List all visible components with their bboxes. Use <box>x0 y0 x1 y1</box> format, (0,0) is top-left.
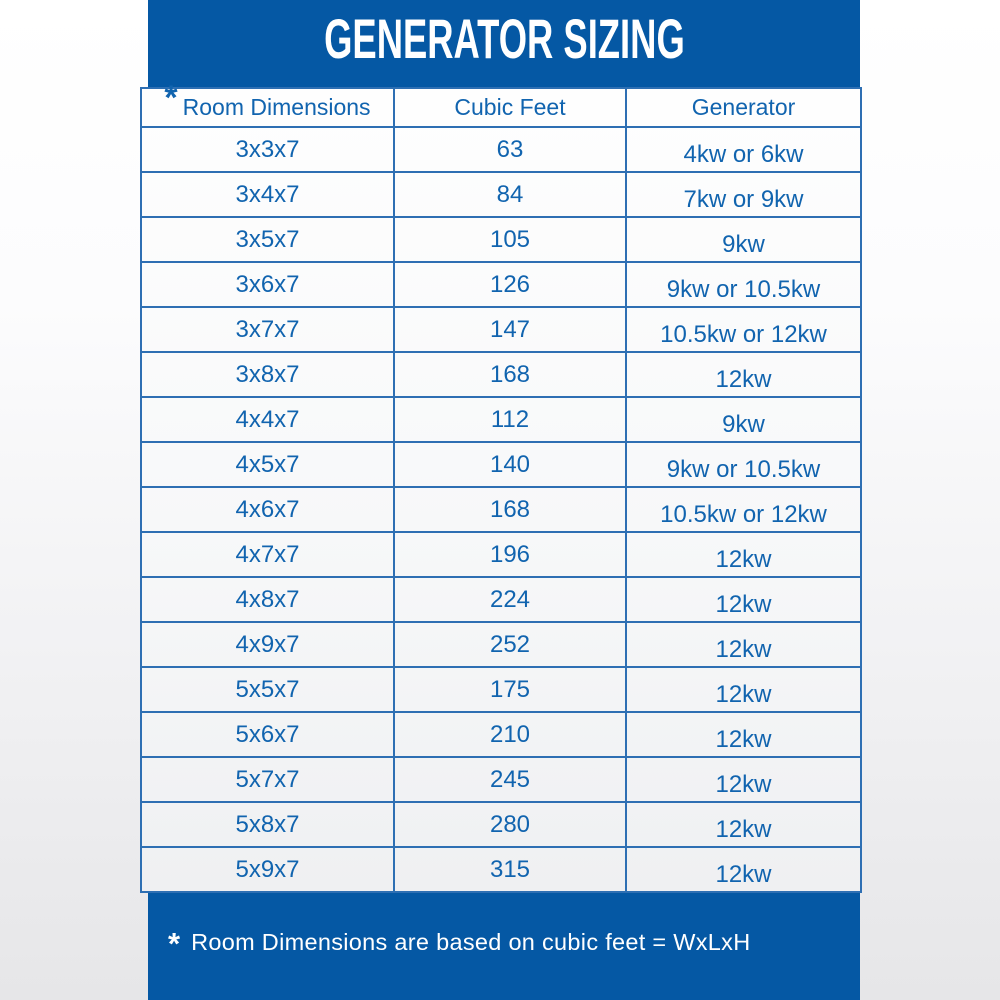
table-row <box>142 621 860 666</box>
room-dimensions-cell: 5x6x7 <box>235 720 300 748</box>
room-dimensions-cell: 3x3x7 <box>235 135 300 163</box>
table-row <box>142 441 860 486</box>
generator-cell: 12kw <box>715 770 772 798</box>
table-header-row <box>142 79 860 126</box>
generator-sizing-table <box>140 79 862 893</box>
page-title: GENERATOR SIZING <box>323 7 685 70</box>
generator-cell: 4kw or 6kw <box>683 140 804 168</box>
room-dimensions-cell: 4x5x7 <box>235 450 300 478</box>
cubic-feet-cell: 105 <box>393 218 627 261</box>
table-row <box>142 171 860 216</box>
cubic-feet-cell: 196 <box>393 533 627 576</box>
room-dimensions-cell: 4x7x7 <box>235 540 300 568</box>
room-dimensions-cell: 3x4x7 <box>235 180 300 208</box>
cubic-feet-cell: 168 <box>393 488 627 531</box>
footnote-text: Room Dimensions are based on cubic feet = WxLxH <box>191 928 751 955</box>
cubic-feet-cell: 147 <box>393 308 627 351</box>
title-band <box>148 0 860 87</box>
table-row <box>142 351 860 396</box>
room-dimensions-cell: 5x9x7 <box>235 855 300 883</box>
generator-cell: 12kw <box>715 815 772 843</box>
generator-cell: 12kw <box>715 725 772 753</box>
cubic-feet-cell: 315 <box>393 848 627 891</box>
generator-cell: 12kw <box>715 635 772 663</box>
column-header-label: Generator <box>691 94 796 120</box>
cubic-feet-cell: 84 <box>393 173 627 216</box>
cubic-feet-cell: 252 <box>393 623 627 666</box>
room-dimensions-cell: 5x7x7 <box>235 765 300 793</box>
cubic-feet-cell: 126 <box>393 263 627 306</box>
column-header-cubic-feet <box>393 89 627 126</box>
generator-cell: 12kw <box>715 545 772 573</box>
room-dimensions-cell: 5x8x7 <box>235 810 300 838</box>
table-row <box>142 126 860 171</box>
generator-cell: 9kw or 10.5kw <box>666 455 821 483</box>
cubic-feet-cell: 140 <box>393 443 627 486</box>
cubic-feet-cell: 168 <box>393 353 627 396</box>
table-body <box>142 126 860 891</box>
table-row <box>142 756 860 801</box>
room-dimensions-cell: 3x5x7 <box>235 225 300 253</box>
table-row <box>142 531 860 576</box>
generator-cell: 9kw or 10.5kw <box>666 275 821 303</box>
cubic-feet-cell: 224 <box>393 578 627 621</box>
column-header-generator <box>627 89 860 126</box>
cubic-feet-cell: 245 <box>393 758 627 801</box>
table-row <box>142 846 860 891</box>
table-row <box>142 216 860 261</box>
asterisk-icon: * <box>164 79 178 117</box>
generator-cell: 12kw <box>715 860 772 888</box>
table-row <box>142 261 860 306</box>
cubic-feet-cell: 175 <box>393 668 627 711</box>
table-row <box>142 666 860 711</box>
generator-cell: 12kw <box>715 680 772 708</box>
generator-cell: 12kw <box>715 365 772 393</box>
generator-cell: 12kw <box>715 590 772 618</box>
room-dimensions-cell: 3x7x7 <box>235 315 300 343</box>
table-row <box>142 306 860 351</box>
column-header-label: Cubic Feet <box>454 94 566 120</box>
table-row <box>142 576 860 621</box>
room-dimensions-cell: 4x6x7 <box>235 495 300 523</box>
room-dimensions-cell: 5x5x7 <box>235 675 300 703</box>
footnote <box>168 893 751 1000</box>
table-row <box>142 396 860 441</box>
generator-cell: 7kw or 9kw <box>683 185 804 213</box>
generator-cell: 9kw <box>722 230 765 258</box>
column-header-label: Room Dimensions <box>182 94 371 120</box>
asterisk-icon: * <box>168 926 181 961</box>
room-dimensions-cell: 4x8x7 <box>235 585 300 613</box>
cubic-feet-cell: 280 <box>393 803 627 846</box>
cubic-feet-cell: 210 <box>393 713 627 756</box>
column-header-room-dimensions <box>142 79 393 126</box>
room-dimensions-cell: 4x9x7 <box>235 630 300 658</box>
cubic-feet-cell: 63 <box>393 128 627 171</box>
table-row <box>142 801 860 846</box>
generator-cell: 10.5kw or 12kw <box>660 500 827 528</box>
table-row <box>142 711 860 756</box>
room-dimensions-cell: 3x6x7 <box>235 270 300 298</box>
generator-cell: 10.5kw or 12kw <box>660 320 827 348</box>
generator-cell: 9kw <box>722 410 765 438</box>
room-dimensions-cell: 4x4x7 <box>235 405 300 433</box>
cubic-feet-cell: 112 <box>393 398 627 441</box>
table-row <box>142 486 860 531</box>
room-dimensions-cell: 3x8x7 <box>235 360 300 388</box>
